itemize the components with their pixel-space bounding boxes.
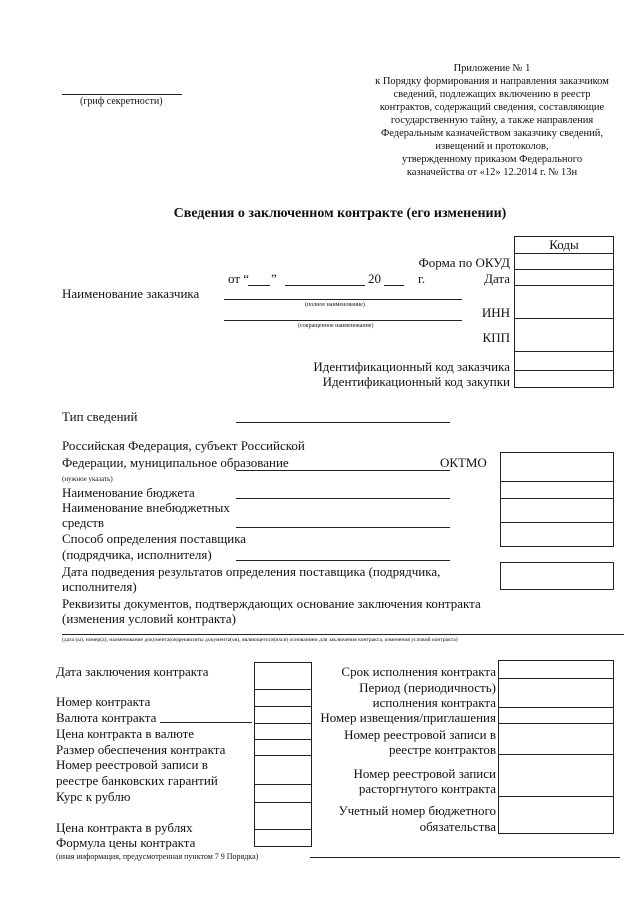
registry-cell[interactable] <box>498 723 614 755</box>
registry-label-line2: реестре контрактов <box>388 742 496 757</box>
short-name-caption: (сокращенное наименование) <box>298 323 374 329</box>
budget-field[interactable] <box>236 498 450 499</box>
appendix-line: утвержденному приказом Федерального <box>401 154 583 165</box>
appendix-line: контрактов, содержащий сведения, составляющие <box>379 102 605 113</box>
info-type-label: Тип сведений <box>62 409 138 424</box>
customer-short-name-field[interactable] <box>224 320 462 321</box>
period-label-line1: Период (периодичность) <box>359 680 496 695</box>
document-title: Сведения о заключенном контракте (его изменении) <box>173 206 507 221</box>
inn-label: ИНН <box>481 305 510 320</box>
rate-label: Курс к рублю <box>56 789 131 804</box>
currency-field[interactable] <box>160 722 252 723</box>
codes-header: Коды <box>549 237 579 252</box>
term-cell[interactable] <box>498 660 614 679</box>
terminated-label-line2: расторгнутого контракта <box>358 781 496 796</box>
appendix-title: Приложение № 1 <box>453 63 531 74</box>
region-label-line2: Федерации, муниципальное образование <box>62 455 289 470</box>
budget-label: Наименование бюджета <box>62 485 195 500</box>
other-info-field[interactable] <box>310 857 620 858</box>
bank-guarantee-label-line2: реестре банковских гарантий <box>56 773 218 788</box>
security-size-label: Размер обеспечения контракта <box>56 742 226 757</box>
price-rub-label: Цена контракта в рублях <box>56 820 193 835</box>
kpp-code-cell[interactable] <box>514 318 614 352</box>
conclusion-date-label: Дата заключения контракта <box>56 664 209 679</box>
info-type-field[interactable] <box>236 422 450 423</box>
requisites-label-line1: Реквизиты документов, подтверждающих основание заключения контракта <box>62 596 481 611</box>
customer-label: Наименование заказчика <box>62 286 200 301</box>
bank-guarantee-label-line1: Номер реестровой записи в <box>56 757 208 772</box>
date-day-field[interactable] <box>248 285 270 286</box>
appendix-line: государственную тайну, а также направления <box>390 115 594 126</box>
notice-number-cell[interactable] <box>498 707 614 724</box>
obligation-label-line1: Учетный номер бюджетного <box>338 803 496 818</box>
full-name-caption: (полное наименование) <box>305 302 365 308</box>
date-year-field[interactable] <box>384 285 404 286</box>
price-formula-label: Формула цены контракта <box>56 835 196 850</box>
codes-header-cell <box>514 236 614 254</box>
notice-number-label: Номер извещения/приглашения <box>320 710 496 725</box>
secrecy-caption: (гриф секретности) <box>80 96 163 107</box>
extrabudget-code-cell[interactable] <box>500 498 614 523</box>
results-date-label-line2: исполнителя) <box>62 579 137 594</box>
oktmo-code-cell[interactable] <box>500 452 614 482</box>
inn-code-cell[interactable] <box>514 285 614 319</box>
date-label: Дата <box>484 271 510 286</box>
requisites-label-line2: (изменения условий контракта) <box>62 611 236 626</box>
oktmo-label: ОКТМО <box>440 455 487 470</box>
appendix-line: к Порядку формирования и направления заказчиком <box>375 76 609 87</box>
other-info-caption: (иная информация, предусмотренная пунктом 7 9 Порядка) <box>56 852 259 861</box>
currency-label: Валюта контракта <box>56 710 157 725</box>
requisites-caption: (дата (ы), номер(а), наименование документа(ов)реквизиты документа(ов), являющегося(ихся) основанием для заключения контракта, изменения условий контракта) <box>62 637 458 643</box>
supplier-method-label-line1: Способ определения поставщика <box>62 531 247 546</box>
date-code-cell[interactable] <box>514 269 614 286</box>
terminated-label-line1: Номер реестровой записи <box>353 766 496 781</box>
appendix-line: извещений и протоколов, <box>435 141 549 152</box>
appendix-date-line: казначейства от «12» 12.2014 г. № 13н <box>406 167 578 178</box>
date-from-label: от “ <box>228 271 250 286</box>
customer-id-label: Идентификационный код заказчика <box>313 359 510 374</box>
budget-code-cell[interactable] <box>500 481 614 499</box>
region-field[interactable] <box>236 470 450 471</box>
date-year-prefix: 20 <box>368 271 381 286</box>
customer-full-name-field[interactable] <box>224 299 462 300</box>
period-label-line2: исполнения контракта <box>372 695 496 710</box>
results-date-label-line1: Дата подведения результатов определения поставщика (подрядчика, <box>62 564 441 579</box>
period-cell[interactable] <box>498 678 614 708</box>
kpp-label: КПП <box>482 330 510 345</box>
supplier-method-label-line2: (подрядчика, исполнителя) <box>62 547 212 562</box>
extrabudget-label-line2: средств <box>62 515 105 530</box>
okud-label: Форма по ОКУД <box>418 255 510 270</box>
purchase-id-code-cell[interactable] <box>514 370 614 388</box>
appendix-block <box>356 62 628 179</box>
results-date-code-cell[interactable] <box>500 562 614 590</box>
customer-id-code-cell[interactable] <box>514 351 614 371</box>
supplier-method-code-cell[interactable] <box>500 522 614 547</box>
okud-code-cell[interactable] <box>514 253 614 270</box>
registry-label-line1: Номер реестровой записи в <box>344 727 496 742</box>
appendix-line: сведений, подлежащих включению в реестр <box>393 89 591 100</box>
supplier-method-field[interactable] <box>236 560 450 561</box>
specify-caption: (нужное указать) <box>62 475 113 483</box>
price-currency-label: Цена контракта в валюте <box>56 726 195 741</box>
extrabudget-field[interactable] <box>236 527 450 528</box>
purchase-id-label: Идентификационный код закупки <box>322 374 510 389</box>
date-month-field[interactable] <box>285 285 365 286</box>
obligation-cell[interactable] <box>498 796 614 834</box>
region-label-line1: Российская Федерация, субъект Российской <box>62 438 305 453</box>
term-label: Срок исполнения контракта <box>341 664 496 679</box>
requisites-field[interactable] <box>62 634 624 635</box>
terminated-cell[interactable] <box>498 754 614 797</box>
date-quote: ” <box>271 271 277 286</box>
secrecy-field[interactable] <box>62 94 182 95</box>
extrabudget-label-line1: Наименование внебюджетных <box>62 500 230 515</box>
appendix-line: Федеральным казначейством заказчику сведений, <box>380 128 604 139</box>
contract-number-label: Номер контракта <box>56 694 151 709</box>
date-g-label: г. <box>418 271 426 286</box>
obligation-label-line2: обязательства <box>419 819 496 834</box>
